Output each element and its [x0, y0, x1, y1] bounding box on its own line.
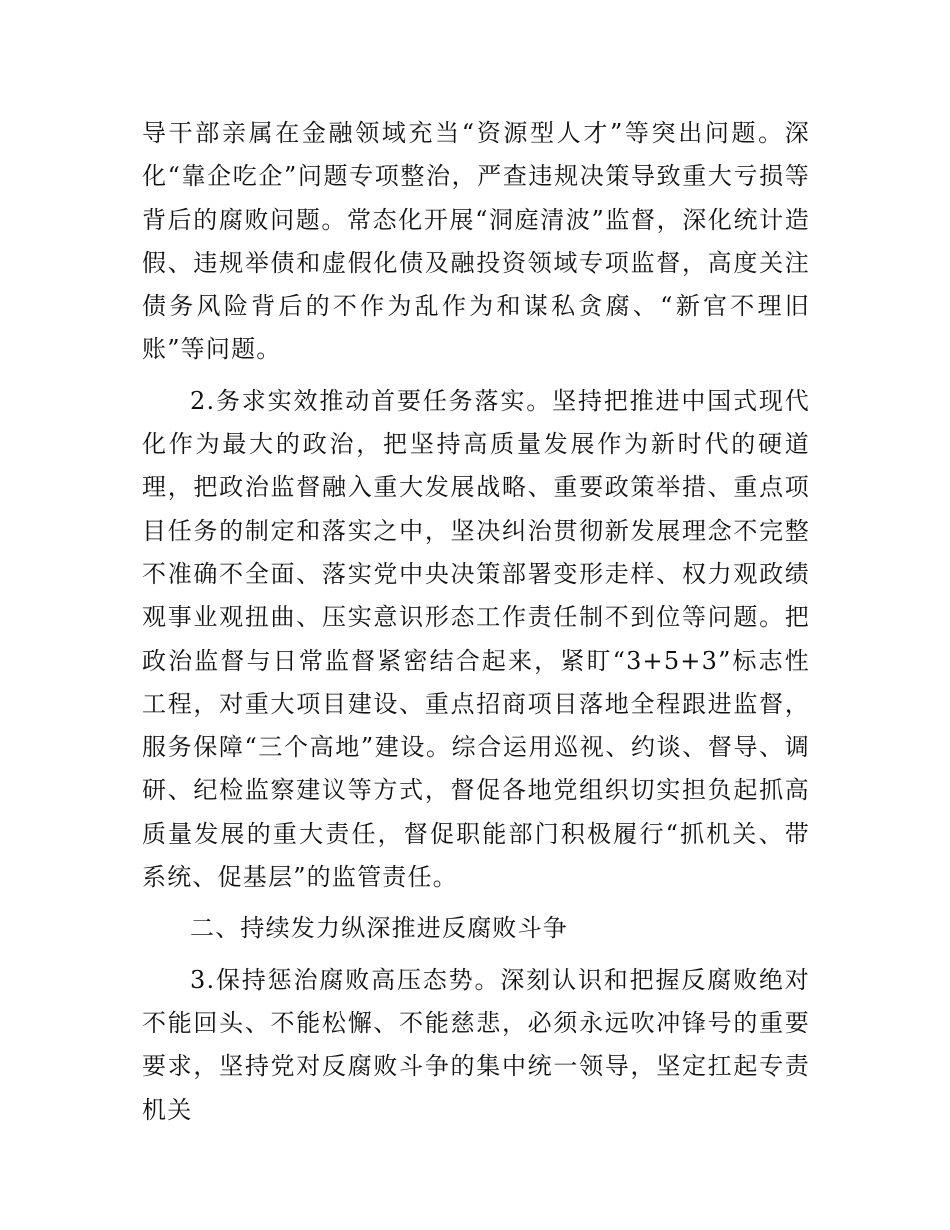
paragraph-continuation: 导干部亲属在金融领域充当“资源型人才”等突出问题。深化“靠企吃企”问题专项整治，严查违规决策导致重大亏损等背后的腐败问题。常态化开展“洞庭清波”监督，深化统计造假、违规举债和虚假化债及融投资领域专项监督，高度关注债务风险背后的不作为乱作为和谋私贪腐、“新官不理旧账”等问题。: [142, 119, 810, 364]
section-heading-2: 二、持续发力纵深推进反腐败斗争: [190, 914, 568, 943]
paragraph-item-3: 3.保持惩治腐败高压态势。深刻认识和把握反腐败绝对不能回头、不能松懈、不能慈悲，必须永远吹冲锋号的重要要求，坚持党对反腐败斗争的集中统一领导，坚定扛起专责机关: [142, 965, 810, 1124]
document-body: [142, 112, 810, 1140]
paragraph-item-2: 2.务求实效推动首要任务落实。坚持把推进中国式现代化作为最大的政治，把坚持高质量发展作为新时代的硬道理，把政治监督融入重大发展战略、重要政策举措、重点项目任务的制定和落实之中，坚决纠治贯彻新发展理念不完整不准确不全面、落实党中央决策部署变形走样、权力观政绩观事业观扭曲、压实意识形态工作责任制不到位等问题。把政治监督与日常监督紧密结合起来，紧盯“3+5+3”标志性工程，对重大项目建设、重点招商项目落地全程跟进监督，服务保障“三个高地”建设。综合运用巡视、约谈、督导、调研、纪检监察建议等方式，督促各地党组织切实担负起抓高质量发展的重大责任，督促职能部门积极履行“抓机关、带系统、促基层”的监管责任。: [142, 386, 810, 892]
